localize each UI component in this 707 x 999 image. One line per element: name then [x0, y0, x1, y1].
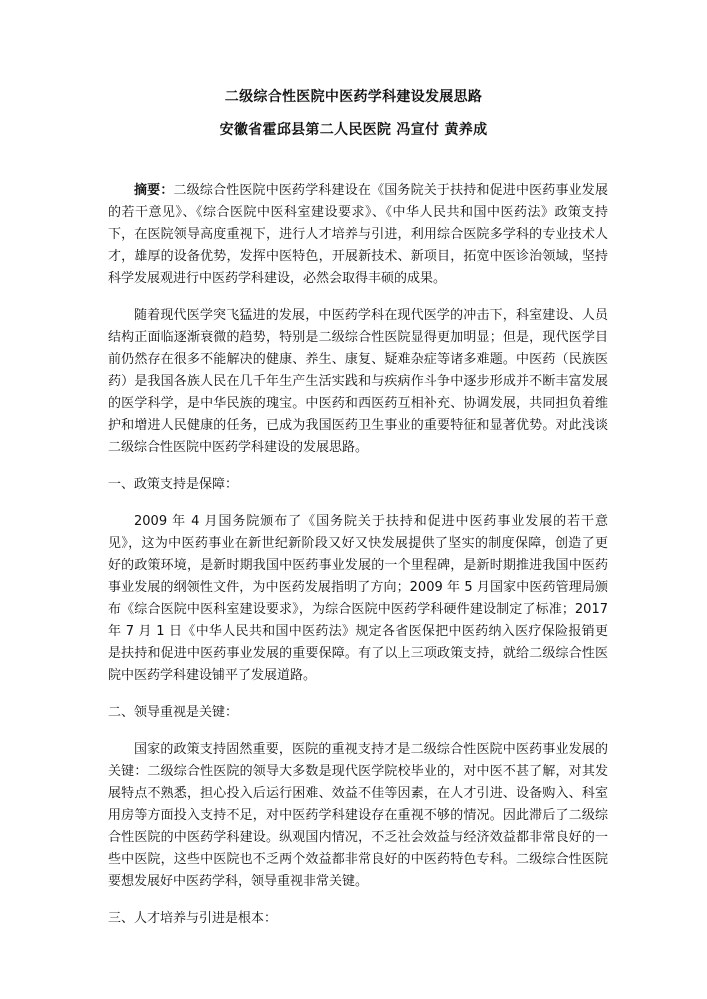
- abstract-paragraph: [108, 180, 608, 290]
- section-heading-policy: 一、政策支持是保障：: [108, 477, 239, 492]
- document-title: 二级综合性医院中医药学科建设发展思路: [224, 89, 483, 105]
- section-text-policy: 2009 年 4 月国务院颁布了《国务院关于扶持和促进中医药事业发展的若干意见》，这为中医药事业在新世纪新阶段又好又快发展提供了坚实的制度保障，创造了更好的政策环境，是新时期我国中医药事业发展的一个里程碑，是新时期推进我国中医药事业发展的纲领性文件，为中医药发展指明了方向；2009 年 5 月国家中医药管理局颁布《综合医院中医科室建设要求》，为综合医院中医药学科硬件建设制定了标准；2017 年 7 月 1 日《中华人民共和国中医药法》规定各省医保把中医药纳入医疗保险报销更是扶持和促进中医药事业发展的重要保障。有了以上三项政策支持，就给二级综合性医院中医药学科建设铺平了发展道路。: [108, 514, 608, 683]
- section-heading-talent: 三、人才培养与引进是根本：: [108, 911, 278, 926]
- document-body: [108, 180, 608, 945]
- abstract-label: 摘要：: [134, 183, 174, 198]
- document-authors: 安徽省霍邱县第二人民医院 冯宣付 黄养成: [219, 122, 488, 138]
- intro-paragraph: 随着现代医学突飞猛进的发展，中医药学科在现代医学的冲击下，科室建设、人员结构正面临逐渐衰微的趋势，特别是二级综合性医院显得更加明显；但是，现代医学目前仍然存在很多不能解决的健康、养生、康复、疑难杂症等诸多难题。中医药（民族医药）是我国各族人民在几千年生产生活实践和与疾病作斗争中逐步形成并不断丰富发展的医学科学，是中华民族的瑰宝。中医药和西医药互相补充、协调发展，共同担负着维护和增进人民健康的任务，已成为我国医药卫生事业的重要特征和显著优势。对此浅谈二级综合性医院中医药学科建设的发展思路。: [108, 308, 608, 455]
- section-text-leadership: 国家的政策支持固然重要，医院的重视支持才是二级综合性医院中医药事业发展的关键：二级综合性医院的领导大多数是现代医学院校毕业的，对中医不甚了解，对其发展特点不熟悉，担心投入后运行困难、效益不佳等因素，在人才引进、设备购入、科室用房等方面投入支持不足，对中医药学科建设存在重视不够的情况。因此滞后了二级综合性医院的中医药学科建设。纵观国内情况，不乏社会效益与经济效益都非常良好的一些中医院，这些中医院也不乏两个效益都非常良好的中医药特色专科。二级综合性医院要想发展好中医药学科，领导重视非常关键。: [108, 742, 608, 889]
- abstract-text: 二级综合性医院中医药学科建设在《国务院关于扶持和促进中医药事业发展的若干意见》、《综合医院中医科室建设要求》、《中华人民共和国中医药法》政策支持下，在医院领导高度重视下，进行人才培养与引进，利用综合医院多学科的专业技术人才，雄厚的设备优势，发挥中医特色，开展新技术、新项目，拓宽中医诊治领域，坚持科学发展观进行中医药学科建设，必然会取得丰硕的成果。: [108, 183, 608, 286]
- section-heading-leadership: 二、领导重视是关键：: [108, 705, 239, 720]
